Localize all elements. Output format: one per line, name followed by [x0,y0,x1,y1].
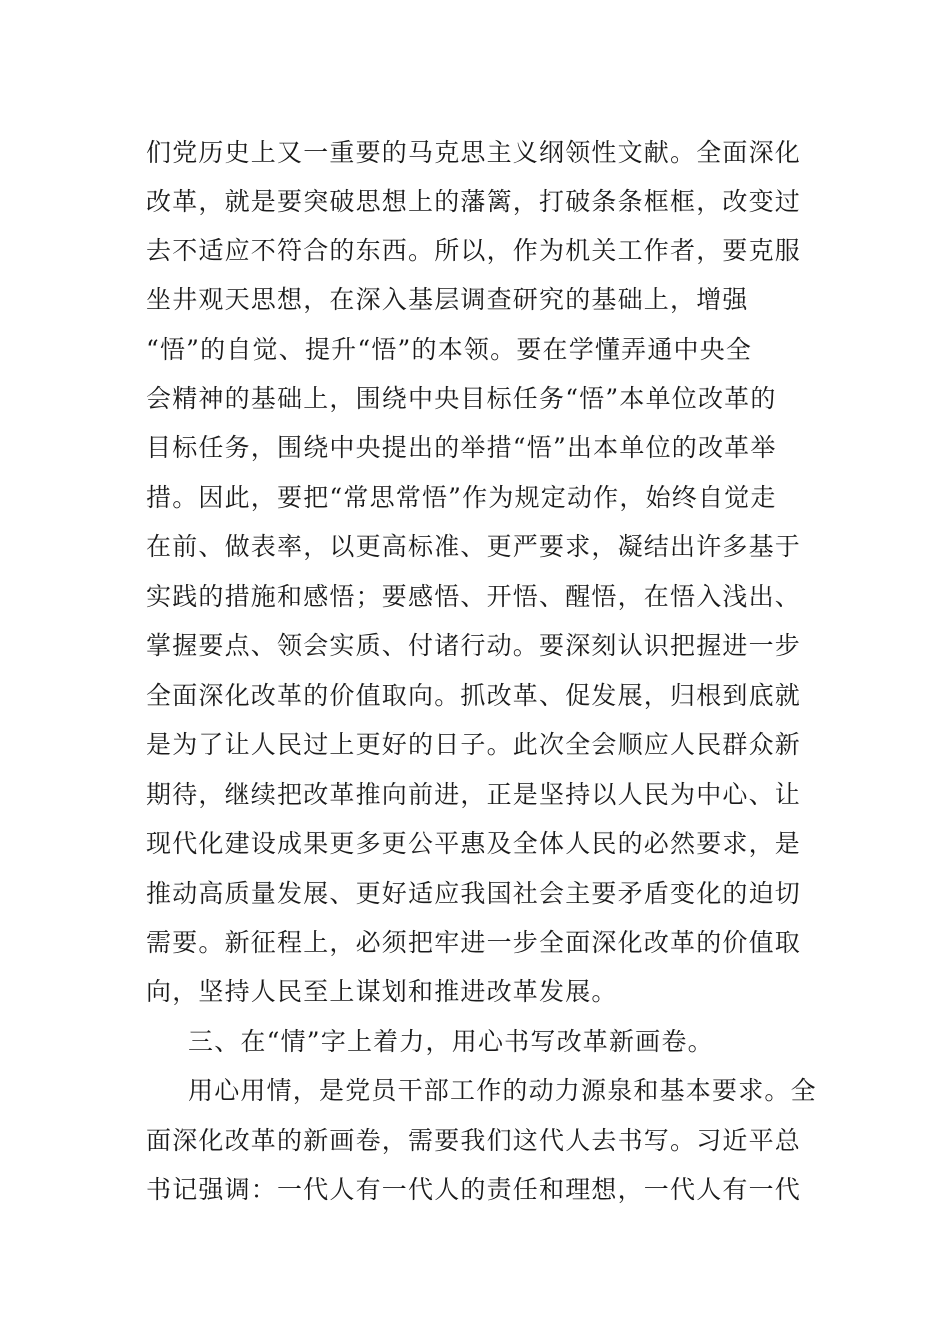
text-line: 期待，继续把改革推向前进，正是坚持以人民为中心、让 [146,780,802,809]
text-line: 在前、做表率，以更高标准、更严要求，凝结出许多基于 [146,532,802,561]
text-line: 面深化改革的新画卷，需要我们这代人去书写。习近平总 [146,1126,802,1155]
text-line: 推动高质量发展、更好适应我国社会主要矛盾变化的迫切 [146,879,802,908]
text-line: 去不适应不符合的东西。所以，作为机关工作者，要克服 [146,236,802,265]
text-line: 现代化建设成果更多更公平惠及全体人民的必然要求，是 [146,829,802,858]
text-line: 全面深化改革的价值取向。抓改革、促发展，归根到底就 [146,681,802,710]
text-line: 措。因此，要把“常思常悟”作为规定动作，始终自觉走 [146,483,777,512]
text-line: “悟”的自觉、提升“悟”的本领。要在学懂弄通中央全 [146,335,753,364]
text-line: 向，坚持人民至上谋划和推进改革发展。 [146,977,618,1006]
text-line: 需要。新征程上，必须把牢进一步全面深化改革的价值取 [146,928,802,957]
text-line: 实践的措施和感悟；要感悟、开悟、醒悟，在悟入浅出、 [146,582,802,611]
text-line: 坐井观天思想，在深入基层调查研究的基础上，增强 [146,285,749,314]
text-line: 目标任务，围绕中央提出的举措“悟”出本单位的改革举 [146,433,777,462]
text-line: 会精神的基础上，围绕中央目标任务“悟”本单位改革的 [146,384,777,413]
text-line: 们党历史上又一重要的马克思主义纲领性文献。全面深化 [146,138,802,167]
text-line: 用心用情，是党员干部工作的动力源泉和基本要求。全 [188,1076,817,1105]
text-line: 是为了让人民过上更好的日子。此次全会顺应人民群众新 [146,730,802,759]
text-line: 改革，就是要突破思想上的藩篱，打破条条框框，改变过 [146,187,802,216]
text-line: 书记强调：一代人有一代人的责任和理想，一代人有一代 [146,1175,802,1204]
section-heading: 三、在“情”字上着力，用心书写改革新画卷。 [188,1027,714,1056]
text-line: 掌握要点、领会实质、付诸行动。要深刻认识把握进一步 [146,631,802,660]
